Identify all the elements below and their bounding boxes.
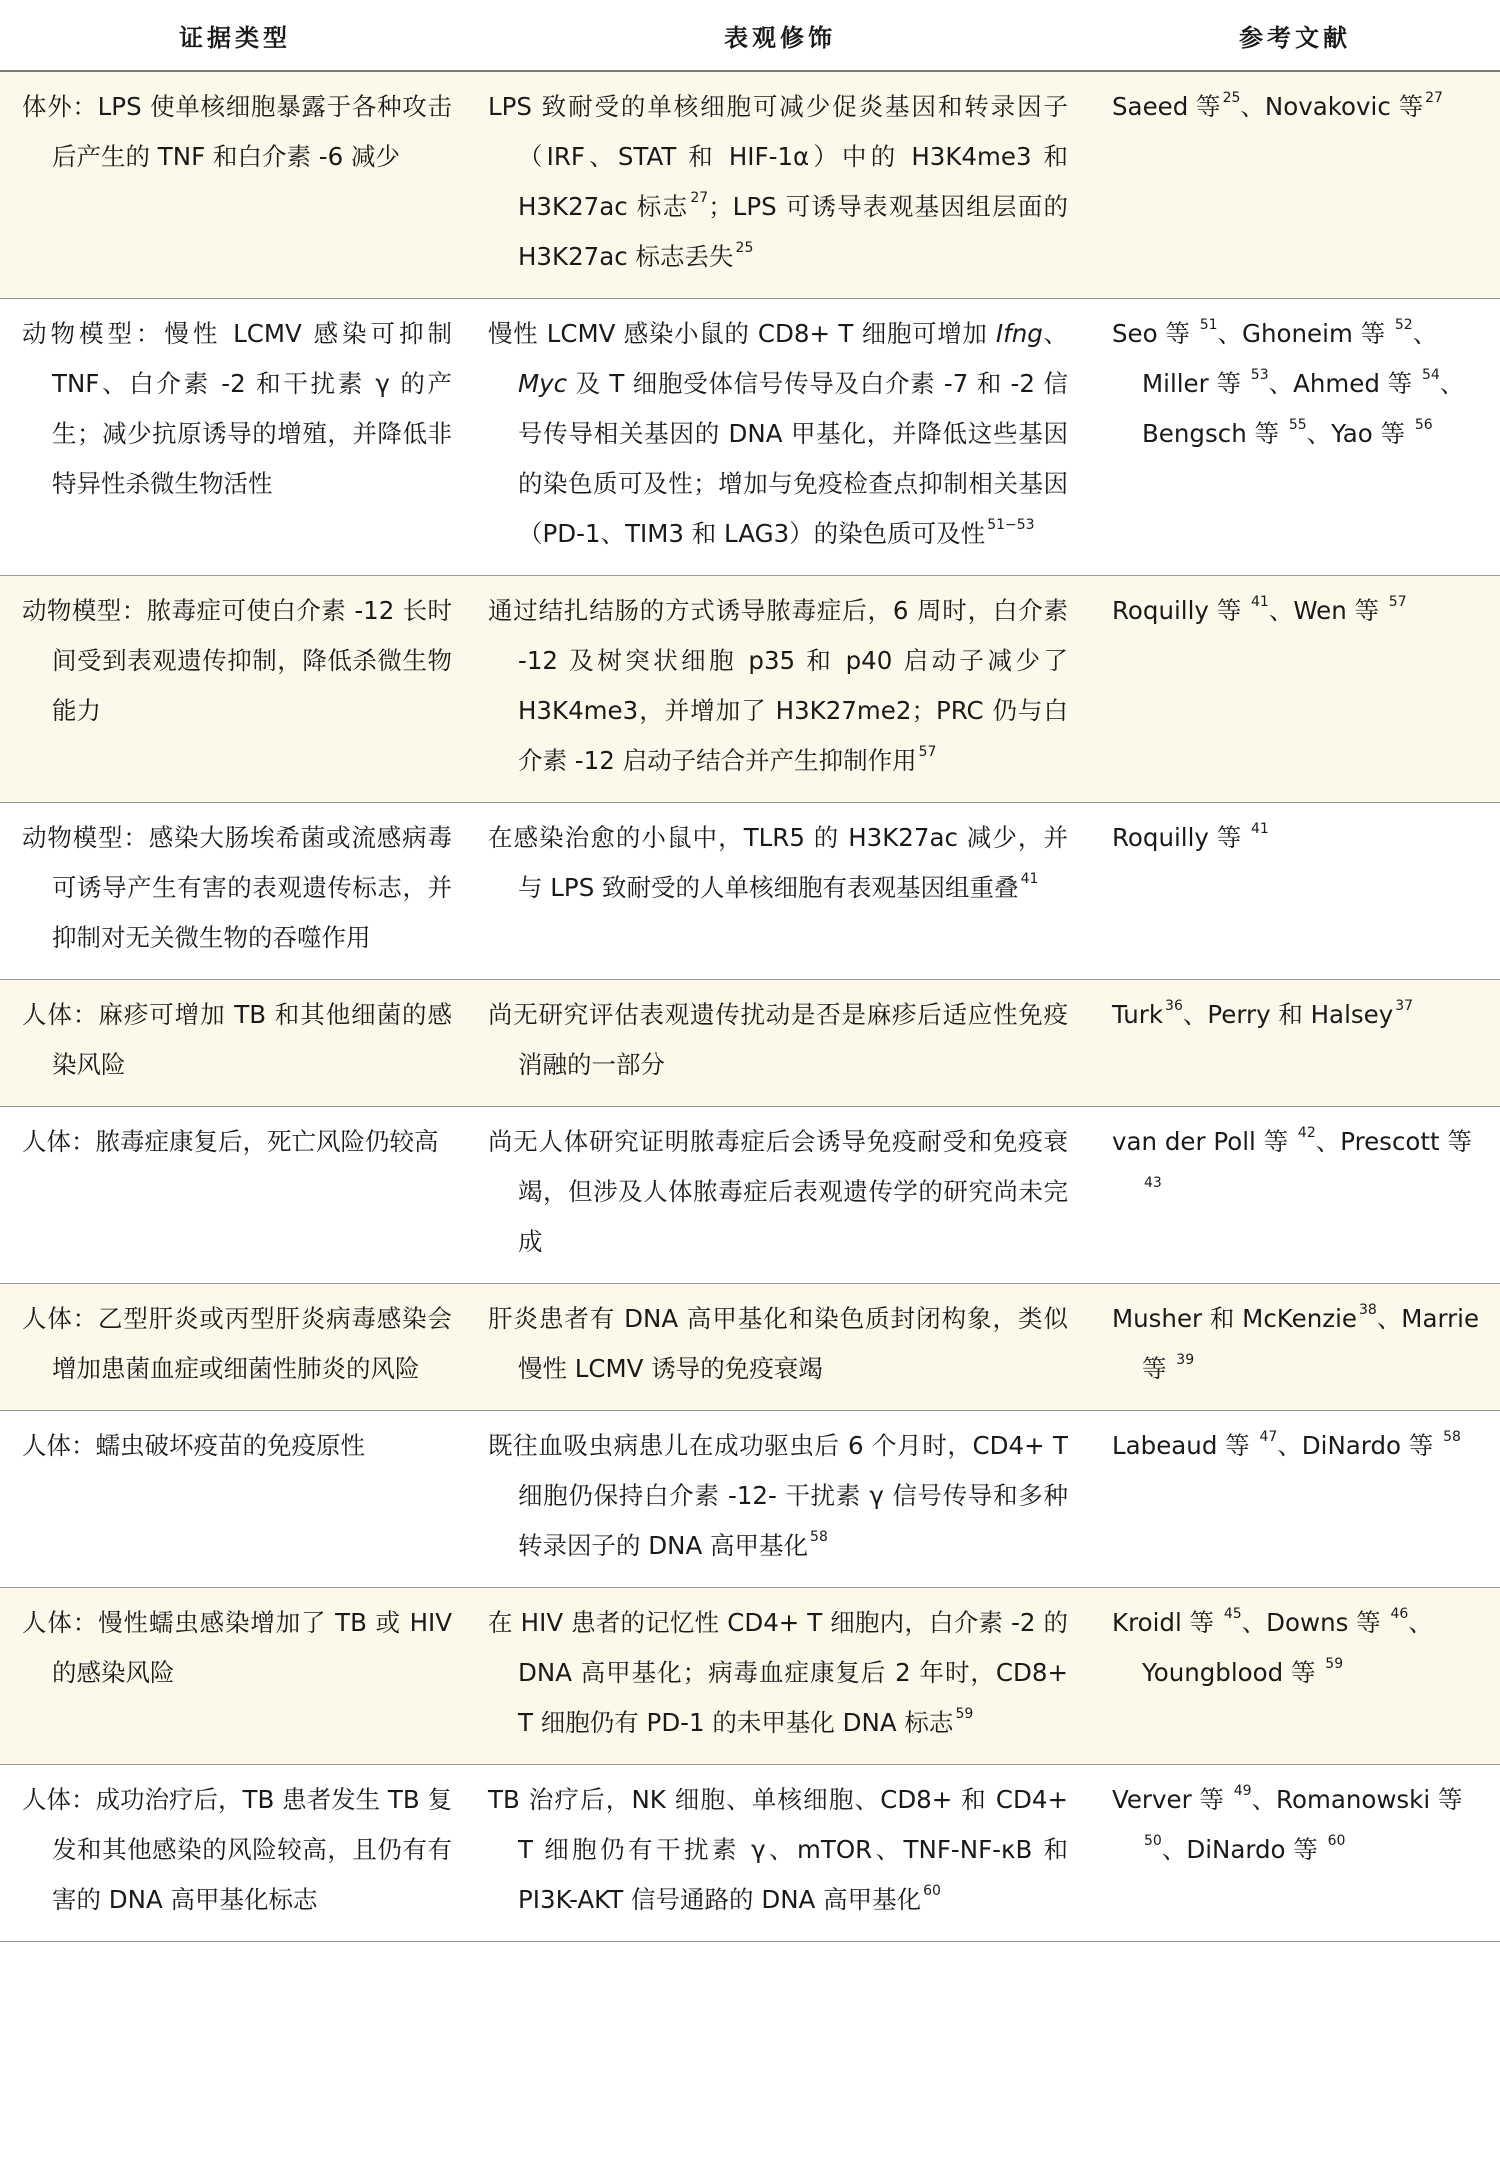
cell-references (1090, 576, 1500, 803)
evidence-type-text: 人体：脓毒症康复后，死亡风险仍较高 (22, 1127, 439, 1156)
text-run: Kroidl 等 (1112, 1608, 1222, 1637)
modification-text (488, 1294, 1068, 1394)
references-text (1112, 1117, 1490, 1217)
citation-superscript: 51 (1199, 316, 1218, 333)
evidence-type-text: 人体：成功治疗后，TB 患者发生 TB 复发和其他感染的风险较高，且仍有有害的 DNA 高甲基化标志 (22, 1785, 452, 1914)
cell-references (1090, 1284, 1500, 1411)
text-run: 、Prescott 等 (1315, 1127, 1472, 1156)
cell-epigenetic-modification (470, 1765, 1090, 1942)
citation-superscript: 36 (1165, 997, 1183, 1014)
table-row (0, 1107, 1500, 1284)
text-run: Saeed 等 (1112, 92, 1221, 121)
cell-epigenetic-modification (470, 1284, 1090, 1411)
citation-superscript: 39 (1176, 1351, 1195, 1368)
text-run: van der Poll 等 (1112, 1127, 1296, 1156)
header-evidence-type: 证据类型 (0, 0, 470, 71)
text-run: Musher 和 McKenzie (1112, 1304, 1357, 1333)
cell-evidence-type (0, 1411, 470, 1588)
table-row (0, 1588, 1500, 1765)
text-run: 尚无人体研究证明脓毒症后会诱导免疫耐受和免疫衰竭，但涉及人体脓毒症后表观遗传学的研究尚未完成 (488, 1127, 1068, 1256)
text-run: 、Novakovic 等 (1240, 92, 1424, 121)
citation-superscript: 49 (1233, 1782, 1252, 1799)
citation-superscript: 50 (1144, 1832, 1162, 1849)
citation-superscript: 41 (1251, 593, 1269, 610)
cell-references (1090, 71, 1500, 299)
table-row (0, 980, 1500, 1107)
text-run: 、Wen 等 (1268, 596, 1387, 625)
text-run: Roquilly 等 (1112, 823, 1249, 852)
cell-evidence-type (0, 1107, 470, 1284)
references-text (1112, 1598, 1490, 1698)
text-run: Turk (1112, 1000, 1164, 1029)
cell-evidence-type (0, 980, 470, 1107)
cell-references (1090, 1411, 1500, 1588)
table-header-row (0, 0, 1500, 71)
citation-superscript: 58 (810, 1528, 828, 1545)
cell-references (1090, 299, 1500, 576)
gene-name-italic: Ifng (995, 319, 1043, 348)
citation-superscript: 41 (1251, 820, 1269, 837)
table-row (0, 1765, 1500, 1942)
references-text (1112, 82, 1490, 132)
citation-superscript: 54 (1421, 366, 1440, 383)
references-text (1112, 1294, 1490, 1394)
header-references: 参考文献 (1090, 0, 1500, 71)
cell-evidence-type (0, 576, 470, 803)
text-run: ；LPS 可诱导表观基因组层面的 H3K27ac 标志丢失 (518, 192, 1068, 271)
evidence-type-text: 人体：乙型肝炎或丙型肝炎病毒感染会增加患菌血症或细菌性肺炎的风险 (22, 1304, 452, 1383)
evidence-type-text: 动物模型：感染大肠埃希菌或流感病毒可诱导产生有害的表观遗传标志，并抑制对无关微生物的吞噬作用 (22, 823, 452, 952)
cell-epigenetic-modification (470, 1411, 1090, 1588)
cell-references (1090, 1765, 1500, 1942)
cell-epigenetic-modification (470, 71, 1090, 299)
citation-superscript: 55 (1288, 416, 1307, 433)
citation-superscript: 46 (1390, 1605, 1409, 1622)
modification-text (488, 586, 1068, 786)
table-row (0, 1411, 1500, 1588)
references-text (1112, 309, 1490, 459)
citation-superscript: 57 (918, 743, 937, 760)
text-run: 、Yao 等 (1306, 419, 1413, 448)
citation-superscript: 38 (1358, 1301, 1377, 1318)
text-run: Labeaud 等 (1112, 1431, 1258, 1460)
citation-superscript: 52 (1394, 316, 1413, 333)
evidence-type-text: 人体：麻疹可增加 TB 和其他细菌的感染风险 (22, 1000, 452, 1079)
modification-text (488, 1598, 1068, 1748)
cell-references (1090, 1588, 1500, 1765)
evidence-type-text: 人体：蠕虫破坏疫苗的免疫原性 (22, 1431, 365, 1460)
table-row (0, 1284, 1500, 1411)
text-run: 、Youngblood 等 (1142, 1608, 1433, 1687)
text-run: 、DiNardo 等 (1161, 1835, 1326, 1864)
cell-evidence-type (0, 803, 470, 980)
text-run: 、Perry 和 Halsey (1182, 1000, 1394, 1029)
cell-epigenetic-modification (470, 299, 1090, 576)
citation-superscript: 45 (1223, 1605, 1242, 1622)
citation-superscript: 37 (1395, 997, 1414, 1014)
cell-references (1090, 980, 1500, 1107)
references-text (1112, 813, 1490, 863)
text-run: TB 治疗后，NK 细胞、单核细胞、CD8+ 和 CD4+ T 细胞仍有干扰素 γ、mTOR、TNF-NF-κB 和 PI3K-AKT 信号通路的 DNA 高甲基化 (488, 1785, 1068, 1914)
cell-evidence-type (0, 299, 470, 576)
text-run: 、Bengsch 等 (1142, 369, 1465, 448)
cell-evidence-type (0, 1588, 470, 1765)
citation-superscript: 56 (1414, 416, 1433, 433)
modification-text (488, 1775, 1068, 1925)
modification-text (488, 1421, 1068, 1571)
table-row (0, 576, 1500, 803)
table-row (0, 803, 1500, 980)
cell-evidence-type (0, 1765, 470, 1942)
citation-superscript: 60 (1327, 1832, 1346, 1849)
text-run: 、Miller 等 (1142, 319, 1438, 398)
text-run: 、Marrie 等 (1142, 1304, 1480, 1383)
citation-superscript: 60 (923, 1882, 941, 1899)
cell-epigenetic-modification (470, 1107, 1090, 1284)
citation-superscript: 27 (1425, 89, 1443, 106)
text-run: 、Romanowski 等 (1251, 1785, 1463, 1814)
citation-superscript: 41 (1020, 870, 1039, 887)
modification-text (488, 1117, 1068, 1267)
table-body (0, 71, 1500, 1942)
citation-superscript: 59 (955, 1705, 974, 1722)
references-text (1112, 990, 1490, 1040)
cell-epigenetic-modification (470, 576, 1090, 803)
citation-superscript: 27 (690, 189, 709, 206)
evidence-type-text: 动物模型：脓毒症可使白介素 -12 长时间受到表观遗传抑制，降低杀微生物能力 (22, 596, 452, 725)
table-row (0, 71, 1500, 299)
cell-epigenetic-modification (470, 1588, 1090, 1765)
citation-superscript: 42 (1297, 1124, 1316, 1141)
modification-text (488, 990, 1068, 1090)
citation-superscript: 25 (735, 239, 754, 256)
cell-evidence-type (0, 1284, 470, 1411)
text-run: 、Ghoneim 等 (1217, 319, 1393, 348)
citation-superscript: 59 (1325, 1655, 1344, 1672)
text-run: 及 T 细胞受体信号传导及白介素 -7 和 -2 信号传导相关基因的 DNA 甲基化，并降低这些基因的染色质可及性；增加与免疫检查点抑制相关基因（PD-1、TIM3 和 LAG3）的染色质可及性 (518, 369, 1068, 548)
text-run: 肝炎患者有 DNA 高甲基化和染色质封闭构象，类似慢性 LCMV 诱导的免疫衰竭 (488, 1304, 1068, 1383)
text-run: 、 (1042, 319, 1068, 348)
citation-superscript: 58 (1443, 1428, 1461, 1445)
text-run: 、Ahmed 等 (1268, 369, 1420, 398)
cell-references (1090, 1107, 1500, 1284)
text-run: 在感染治愈的小鼠中，TLR5 的 H3K27ac 减少，并与 LPS 致耐受的人单核细胞有表观基因组重叠 (488, 823, 1068, 902)
text-run: Seo 等 (1112, 319, 1198, 348)
citation-superscript: 25 (1222, 89, 1241, 106)
modification-text (488, 813, 1068, 913)
modification-text (488, 309, 1068, 559)
citation-superscript: 53 (1250, 366, 1269, 383)
text-run: 、DiNardo 等 (1277, 1431, 1442, 1460)
text-run: 在 HIV 患者的记忆性 CD4+ T 细胞内，白介素 -2 的 DNA 高甲基化；病毒血症康复后 2 年时，CD8+ T 细胞仍有 PD-1 的未甲基化 DNA 标志 (488, 1608, 1068, 1737)
citation-superscript: 51−53 (987, 516, 1035, 533)
text-run: 尚无研究评估表观遗传扰动是否是麻疹后适应性免疫消融的一部分 (488, 1000, 1068, 1079)
cell-references (1090, 803, 1500, 980)
cell-epigenetic-modification (470, 803, 1090, 980)
references-text (1112, 1775, 1490, 1875)
text-run: 慢性 LCMV 感染小鼠的 CD8+ T 细胞可增加 (488, 319, 996, 348)
references-text (1112, 1421, 1490, 1471)
text-run: 既往血吸虫病患儿在成功驱虫后 6 个月时，CD4+ T 细胞仍保持白介素 -12- 干扰素 γ 信号传导和多种转录因子的 DNA 高甲基化 (488, 1431, 1068, 1560)
references-text (1112, 586, 1490, 636)
evidence-type-text: 体外：LPS 使单核细胞暴露于各种攻击后产生的 TNF 和白介素 -6 减少 (22, 92, 452, 171)
evidence-type-text: 动物模型：慢性 LCMV 感染可抑制 TNF、白介素 -2 和干扰素 γ 的产生；减少抗原诱导的增殖，并降低非特异性杀微生物活性 (22, 319, 452, 498)
text-run: 通过结扎结肠的方式诱导脓毒症后，6 周时，白介素 -12 及树突状细胞 p35 和 p40 启动子减少了 H3K4me3，并增加了 H3K27me2；PRC 仍与白介素 -12 启动子结合并产生抑制作用 (488, 596, 1068, 775)
text-run: Roquilly 等 (1112, 596, 1249, 625)
cell-epigenetic-modification (470, 980, 1090, 1107)
text-run: 、Downs 等 (1241, 1608, 1389, 1637)
gene-name-italic: Myc (518, 369, 568, 398)
table-row (0, 299, 1500, 576)
header-epigenetic-modification: 表观修饰 (470, 0, 1090, 71)
citation-superscript: 47 (1259, 1428, 1278, 1445)
citation-superscript: 57 (1388, 593, 1407, 610)
text-run: Verver 等 (1112, 1785, 1232, 1814)
evidence-type-text: 人体：慢性蠕虫感染增加了 TB 或 HIV 的感染风险 (22, 1608, 452, 1687)
citation-superscript: 43 (1144, 1174, 1162, 1191)
cell-evidence-type (0, 71, 470, 299)
modification-text (488, 82, 1068, 282)
text-run: LPS 致耐受的单核细胞可减少促炎基因和转录因子（IRF、STAT 和 HIF-1α）中的 H3K4me3 和 H3K27ac 标志 (488, 92, 1068, 221)
